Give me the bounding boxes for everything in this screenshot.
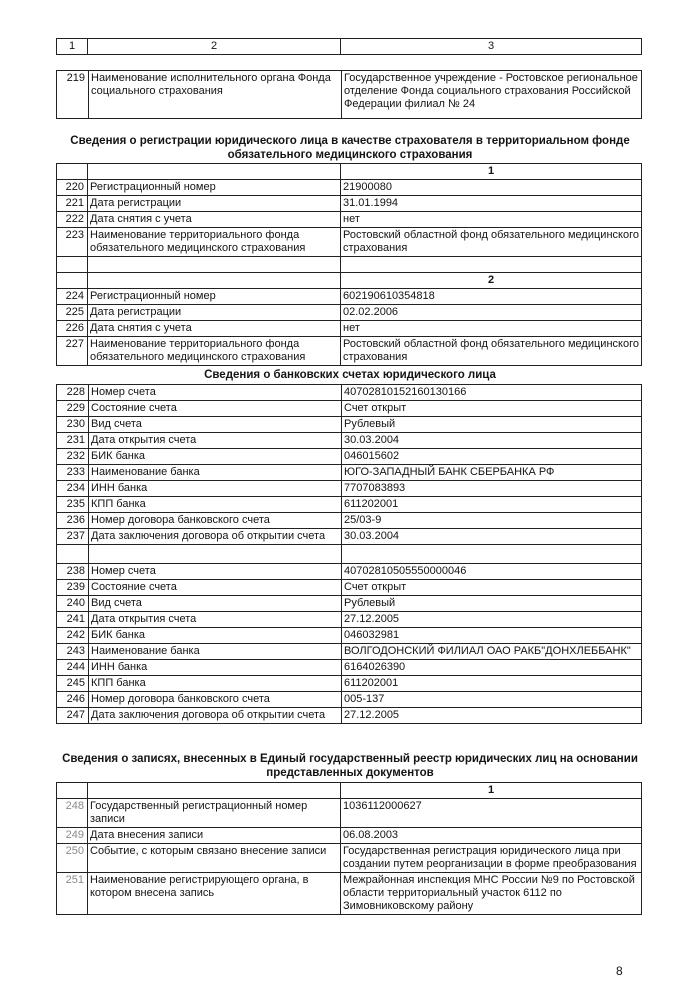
row-num: 251 — [57, 873, 88, 915]
row-num: 222 — [57, 212, 88, 228]
row-num: 237 — [57, 529, 89, 545]
row-value: ВОЛГОДОНСКИЙ ФИЛИАЛ ОАО РАКБ"ДОНХЛЕББАНК" — [342, 644, 642, 660]
row-label: Дата внесения записи — [88, 828, 341, 844]
group-index: 1 — [341, 164, 642, 180]
fss-table — [56, 70, 642, 119]
row-value: Ростовский областной фонд обязательного медицинского страхования — [341, 228, 642, 257]
row-value: 30.03.2004 — [342, 529, 642, 545]
row-num: 236 — [57, 513, 89, 529]
row-value: 602190610354818 — [341, 289, 642, 305]
row-num: 244 — [57, 660, 89, 676]
row-num: 224 — [57, 289, 88, 305]
row-num: 235 — [57, 497, 89, 513]
row-value: 27.12.2005 — [342, 708, 642, 724]
row-label: КПП банка — [89, 676, 342, 692]
row-label: Номер счета — [89, 385, 342, 401]
row-num: 228 — [57, 385, 89, 401]
row-num: 227 — [57, 337, 88, 366]
row-label: Наименование территориального фонда обязательного медицинского страхования — [88, 228, 341, 257]
row-label: Дата открытия счета — [89, 433, 342, 449]
row-value: Счет открыт — [342, 401, 642, 417]
row-num: 240 — [57, 596, 89, 612]
row-label: Дата снятия с учета — [88, 212, 341, 228]
row-value: ЮГО-ЗАПАДНЫЙ БАНК СБЕРБАНКА РФ — [342, 465, 642, 481]
row-label: ИНН банка — [89, 481, 342, 497]
row-value: 27.12.2005 — [342, 612, 642, 628]
row-value: нет — [341, 212, 642, 228]
row-label: Номер счета — [89, 564, 342, 580]
col-header-1: 1 — [57, 39, 88, 55]
row-num: 243 — [57, 644, 89, 660]
row-num: 247 — [57, 708, 89, 724]
row-label: БИК банка — [89, 628, 342, 644]
row-label: Номер договора банковского счета — [89, 692, 342, 708]
row-value: 02.02.2006 — [341, 305, 642, 321]
row-num: 221 — [57, 196, 88, 212]
row-value: Рублевый — [342, 596, 642, 612]
row-num: 242 — [57, 628, 89, 644]
row-num: 245 — [57, 676, 89, 692]
row-value: Межрайонная инспекция МНС России №9 по Ростовской области территориальный участок 6112 по Зимовниковскому району — [341, 873, 642, 915]
row-value: Государственная регистрация юридического лица при создании путем реорганизации в форме преобразования — [341, 844, 642, 873]
row-num: 241 — [57, 612, 89, 628]
row-value: Счет открыт — [342, 580, 642, 596]
row-label: Дата снятия с учета — [88, 321, 341, 337]
row-num: 232 — [57, 449, 89, 465]
section-title-egrul: Сведения о записях, внесенных в Единый государственный реестр юридических лиц на основании представленных документов — [62, 753, 638, 779]
group-index: 1 — [341, 783, 642, 799]
row-label: Государственный регистрационный номер записи — [88, 799, 341, 828]
row-label: Номер договора банковского счета — [89, 513, 342, 529]
row-value: 6164026390 — [342, 660, 642, 676]
row-num: 226 — [57, 321, 88, 337]
row-num: 249 — [57, 828, 88, 844]
section-title-bank: Сведения о банковских счетах юридического лица — [204, 369, 496, 381]
row-num: 229 — [57, 401, 89, 417]
row-value: 21900080 — [341, 180, 642, 196]
row-value: нет — [341, 321, 642, 337]
oms-table — [56, 163, 642, 366]
row-value: 611202001 — [342, 676, 642, 692]
row-value: 31.01.1994 — [341, 196, 642, 212]
row-label: Наименование банка — [89, 644, 342, 660]
row-num: 220 — [57, 180, 88, 196]
row-label: БИК банка — [89, 449, 342, 465]
row-num: 250 — [57, 844, 88, 873]
row-label: Регистрационный номер — [88, 180, 341, 196]
col-header-3: 3 — [341, 39, 642, 55]
row-num: 233 — [57, 465, 89, 481]
section-title-oms: Сведения о регистрации юридического лица в качестве страхователя в территориальном фонде обязательного медицинского страхования — [70, 135, 630, 161]
row-label: Вид счета — [89, 596, 342, 612]
row-num: 246 — [57, 692, 89, 708]
row-value: 1036112000627 — [341, 799, 642, 828]
col-header-2: 2 — [88, 39, 341, 55]
page-number: 8 — [616, 964, 623, 978]
row-num: 225 — [57, 305, 88, 321]
row-label: Дата регистрации — [88, 305, 341, 321]
row-value: Рублевый — [342, 417, 642, 433]
row-value: 005-137 — [342, 692, 642, 708]
row-label: Наименование территориального фонда обязательного медицинского страхования — [88, 337, 341, 366]
row-num: 234 — [57, 481, 89, 497]
row-value: 06.08.2003 — [341, 828, 642, 844]
row-label: Дата открытия счета — [89, 612, 342, 628]
row-value: 25/03-9 — [342, 513, 642, 529]
row-label: Состояние счета — [89, 580, 342, 596]
row-value: Государственное учреждение - Ростовское региональное отделение Фонда социального страхования Российской Федерации филиал № 24 — [342, 71, 642, 119]
row-value: Ростовский областной фонд обязательного медицинского страхования — [341, 337, 642, 366]
row-label: Дата заключения договора об открытии счета — [89, 708, 342, 724]
row-label: ИНН банка — [89, 660, 342, 676]
row-num: 238 — [57, 564, 89, 580]
row-num: 223 — [57, 228, 88, 257]
row-value: 30.03.2004 — [342, 433, 642, 449]
row-value: 40702810505550000046 — [342, 564, 642, 580]
row-label: Событие, с которым связано внесение записи — [88, 844, 341, 873]
row-label: Вид счета — [89, 417, 342, 433]
row-label: Наименование исполнительного органа Фонда социального страхования — [89, 71, 342, 119]
group-index: 2 — [341, 273, 642, 289]
header-table — [56, 38, 642, 55]
row-label: Наименование банка — [89, 465, 342, 481]
row-label: КПП банка — [89, 497, 342, 513]
row-value: 7707083893 — [342, 481, 642, 497]
row-label: Дата заключения договора об открытии счета — [89, 529, 342, 545]
row-num: 231 — [57, 433, 89, 449]
bank-table — [56, 384, 642, 724]
row-label: Регистрационный номер — [88, 289, 341, 305]
row-value: 611202001 — [342, 497, 642, 513]
row-value: 046015602 — [342, 449, 642, 465]
row-label: Наименование регистрирующего органа, в котором внесена запись — [88, 873, 341, 915]
row-label: Дата регистрации — [88, 196, 341, 212]
row-label: Состояние счета — [89, 401, 342, 417]
row-num: 219 — [57, 71, 89, 119]
row-num: 248 — [57, 799, 88, 828]
row-value: 40702810152160130166 — [342, 385, 642, 401]
row-value: 046032981 — [342, 628, 642, 644]
egrul-table — [56, 782, 642, 915]
row-num: 230 — [57, 417, 89, 433]
row-num: 239 — [57, 580, 89, 596]
